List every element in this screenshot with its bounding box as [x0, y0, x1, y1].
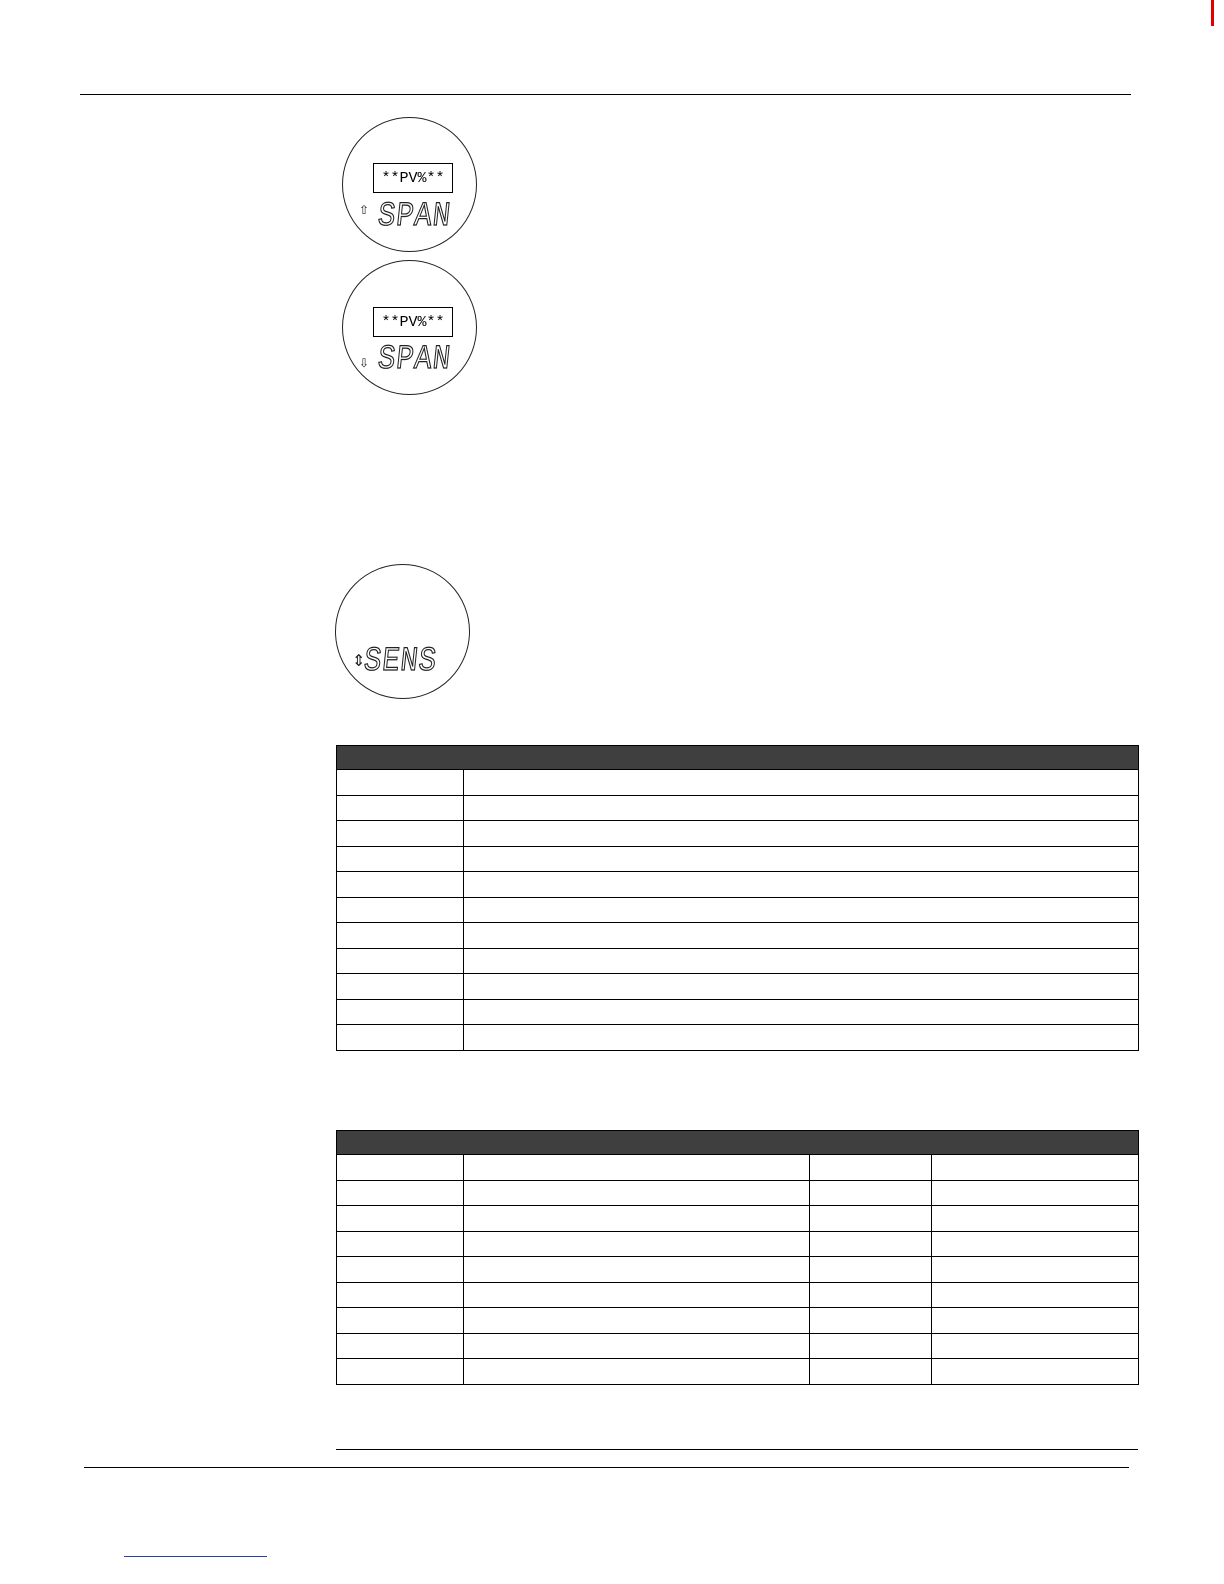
table-cell: [337, 1359, 464, 1385]
table-cell: [337, 974, 464, 1000]
content-end-rule: [336, 1449, 1138, 1450]
table-row: [337, 948, 1139, 974]
table-cell: [337, 897, 464, 923]
table-row: [337, 923, 1139, 949]
page-corner-mark: [1211, 0, 1214, 26]
table-cell: [464, 1359, 810, 1385]
table-cell: [464, 1025, 1139, 1051]
table-2: [336, 1130, 1139, 1385]
table-cell: [464, 770, 1139, 796]
lcd-main-text: SPAN: [376, 341, 453, 379]
table-row: [337, 846, 1139, 872]
arrow-up-icon: ⇧: [359, 203, 370, 217]
table-cell: [810, 1257, 932, 1283]
table-cell: [337, 770, 464, 796]
table-cell: [810, 1231, 932, 1257]
table-row: [337, 897, 1139, 923]
table-cell: [337, 795, 464, 821]
table-header-row: [337, 746, 1139, 770]
table-cell: [337, 821, 464, 847]
table-cell: [337, 1308, 464, 1334]
pv-percent-label: **PV%**: [381, 313, 445, 331]
table-cell: [464, 1308, 810, 1334]
table-row: [337, 821, 1139, 847]
footer-link-underline[interactable]: [124, 1556, 267, 1557]
table-cell: [810, 1155, 932, 1181]
table-cell: [464, 821, 1139, 847]
table-header-cell: [337, 1131, 1139, 1155]
table-cell: [464, 1257, 810, 1283]
lcd-display-span-up: [342, 117, 477, 252]
table-cell: [337, 948, 464, 974]
table-row: [337, 1282, 1139, 1308]
table-cell: [810, 1333, 932, 1359]
table-row: [337, 1308, 1139, 1334]
table-cell: [932, 1359, 1139, 1385]
table-cell: [337, 1180, 464, 1206]
table-row: [337, 1257, 1139, 1283]
table-cell: [337, 999, 464, 1025]
table-cell: [810, 1359, 932, 1385]
table-row: [337, 1025, 1139, 1051]
lcd-display-span-down: [342, 260, 477, 395]
arrow-down-icon: ⇩: [359, 356, 370, 370]
table-row: [337, 1180, 1139, 1206]
lcd-display-sens: [335, 564, 470, 699]
lcd-main-text: SPAN: [376, 198, 453, 236]
table-row: [337, 1333, 1139, 1359]
table-cell: [932, 1308, 1139, 1334]
table-cell: [464, 846, 1139, 872]
pv-percent-box: [373, 163, 453, 193]
footer-rule: [84, 1467, 1129, 1468]
table-cell: [464, 948, 1139, 974]
table-cell: [337, 872, 464, 898]
table-cell: [464, 974, 1139, 1000]
table-row: [337, 1206, 1139, 1232]
pv-percent-label: **PV%**: [381, 169, 445, 187]
table-cell: [932, 1180, 1139, 1206]
table-cell: [464, 795, 1139, 821]
table-row: [337, 770, 1139, 796]
table-cell: [932, 1155, 1139, 1181]
table-cell: [337, 923, 464, 949]
table-row: [337, 1155, 1139, 1181]
table-cell: [337, 1155, 464, 1181]
table-cell: [464, 1155, 810, 1181]
table-1: [336, 745, 1139, 1051]
table-row: [337, 872, 1139, 898]
table-cell: [337, 1025, 464, 1051]
table-cell: [932, 1333, 1139, 1359]
table-cell: [464, 1206, 810, 1232]
table-row: [337, 1231, 1139, 1257]
table-cell: [810, 1180, 932, 1206]
pv-percent-box: [373, 307, 453, 337]
table-cell: [464, 923, 1139, 949]
table-header-cell: [337, 746, 1139, 770]
table-cell: [337, 1333, 464, 1359]
table-cell: [464, 999, 1139, 1025]
table-cell: [464, 1180, 810, 1206]
table-row: [337, 974, 1139, 1000]
lcd-main-text: SENS: [362, 643, 439, 681]
table-cell: [337, 1231, 464, 1257]
arrow-up-down-icon: ⇕: [352, 651, 366, 670]
table-cell: [464, 872, 1139, 898]
table-cell: [932, 1231, 1139, 1257]
table-cell: [810, 1308, 932, 1334]
table-cell: [337, 846, 464, 872]
table-cell: [464, 1282, 810, 1308]
table-cell: [464, 1333, 810, 1359]
table-cell: [810, 1206, 932, 1232]
table-cell: [337, 1206, 464, 1232]
header-rule: [80, 94, 1131, 95]
table-cell: [464, 1231, 810, 1257]
table-cell: [337, 1282, 464, 1308]
table-row: [337, 795, 1139, 821]
table-cell: [337, 1257, 464, 1283]
table-cell: [464, 897, 1139, 923]
table-cell: [932, 1282, 1139, 1308]
table-row: [337, 1359, 1139, 1385]
table-cell: [932, 1257, 1139, 1283]
table-cell: [932, 1206, 1139, 1232]
table-cell: [810, 1282, 932, 1308]
table-header-row: [337, 1131, 1139, 1155]
table-row: [337, 999, 1139, 1025]
